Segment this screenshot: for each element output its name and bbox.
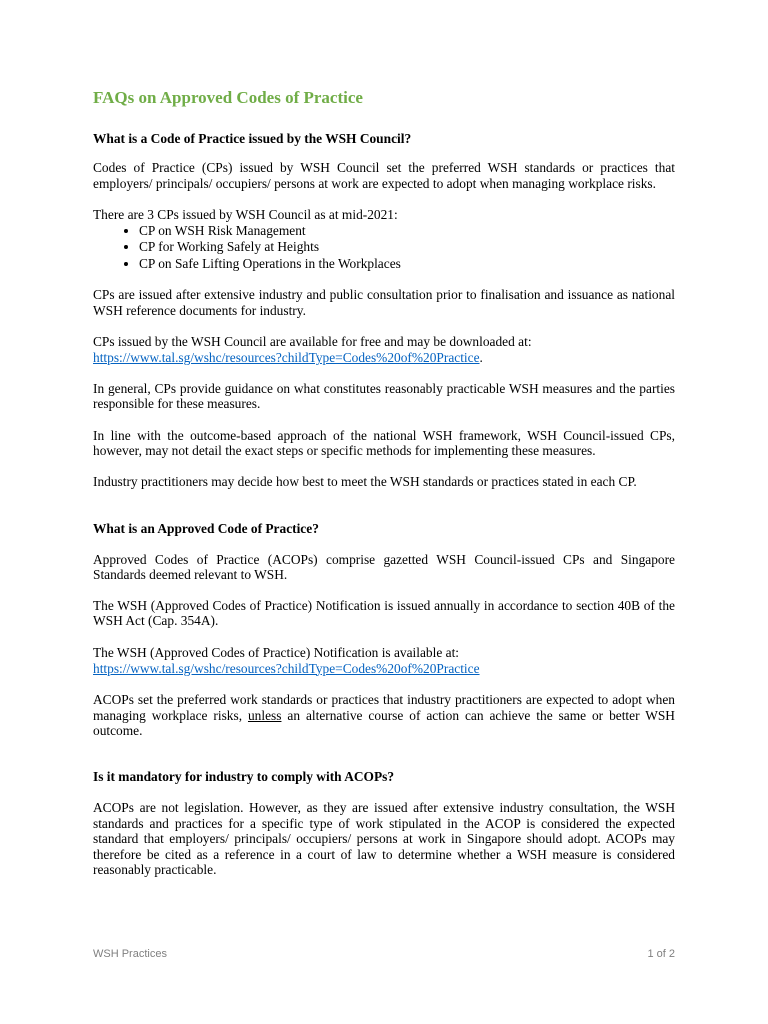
paragraph xyxy=(93,692,675,739)
paragraph: Codes of Practice (CPs) issued by WSH Council set the preferred WSH standards or practices that employers/ principals/ occupiers/ persons at work are expected to adopt when managing workplace risks. xyxy=(93,160,675,191)
paragraph: Industry practitioners may decide how best to meet the WSH standards or practices stated in each CP. xyxy=(93,474,637,490)
paragraph: The WSH (Approved Codes of Practice) Notification is available at: xyxy=(93,645,460,660)
paragraph: In line with the outcome-based approach of the national WSH framework, WSH Council-issued CPs, however, may not detail the exact steps or specific methods for implementing these measures. xyxy=(93,427,675,459)
text-run: an alternative course of action can achieve the same or better WSH outcome. xyxy=(93,707,675,739)
list-item: • CP on Safe Lifting Operations in the Workplaces xyxy=(139,256,675,273)
paragraph: ACOPs are not legislation. However, as they are issued after extensive industry consultation, the WSH standards and practices for a specific type of work stipulated in the ACOP is considered the expected standard that employers/ principals/ occupiers/ persons at work in Singapore should adopt. ACOPs may therefore be cited as a reference in a court of law to determine whether a WSH measure is considered reasonably practicable. xyxy=(93,799,675,878)
section-heading-approved-code: What is an Approved Code of Practice? xyxy=(93,520,319,536)
paragraph: CPs are issued after extensive industry and public consultation prior to finalisation and issuance as national WSH reference documents for industry. xyxy=(93,287,675,318)
paragraph: CPs issued by the WSH Council are available for free and may be downloaded at: xyxy=(93,334,532,350)
section-heading-mandatory: Is it mandatory for industry to comply with ACOPs? xyxy=(93,768,395,784)
page-footer xyxy=(93,948,675,960)
paragraph: https://www.tal.sg/wshc/resources?childType=Codes%20of%20Practice. xyxy=(93,350,483,366)
page-title: FAQs on Approved Codes of Practice xyxy=(93,88,363,107)
paragraph: The WSH (Approved Codes of Practice) Notification is issued annually in accordance to section 40B of the WSH Act (Cap. 354A). xyxy=(93,597,675,629)
paragraph xyxy=(93,661,675,677)
section-heading-code-of-practice: What is a Code of Practice issued by the WSH Council? xyxy=(93,131,412,146)
underlined-text: unless xyxy=(247,707,282,723)
footer-label: WSH Practices xyxy=(93,948,167,960)
text-run: ACOPs set the preferred work standards or practices that industry practitioners are expected to adopt when managing workplace risks, xyxy=(93,692,675,723)
acop-notification-link[interactable]: https://www.tal.sg/wshc/resources?childType=Codes%20of%20Practice xyxy=(93,660,480,676)
document-page xyxy=(93,87,675,878)
list-item: • CP on WSH Risk Management xyxy=(139,223,675,240)
paragraph: There are 3 CPs issued by WSH Council as at mid-2021: xyxy=(93,207,398,223)
paragraph: Approved Codes of Practice (ACOPs) comprise gazetted WSH Council-issued CPs and Singapore Standards deemed relevant to WSH. xyxy=(93,551,675,583)
cp-list xyxy=(93,223,675,273)
paragraph: In general, CPs provide guidance on what constitutes reasonably practicable WSH measures and the parties responsible for these measures. xyxy=(93,380,675,412)
cp-download-link[interactable]: https://www.tal.sg/wshc/resources?childType=Codes%20of%20Practice xyxy=(93,350,480,366)
list-item: • CP for Working Safely at Heights xyxy=(139,239,675,256)
page-number: 1 of 2 xyxy=(647,948,675,960)
